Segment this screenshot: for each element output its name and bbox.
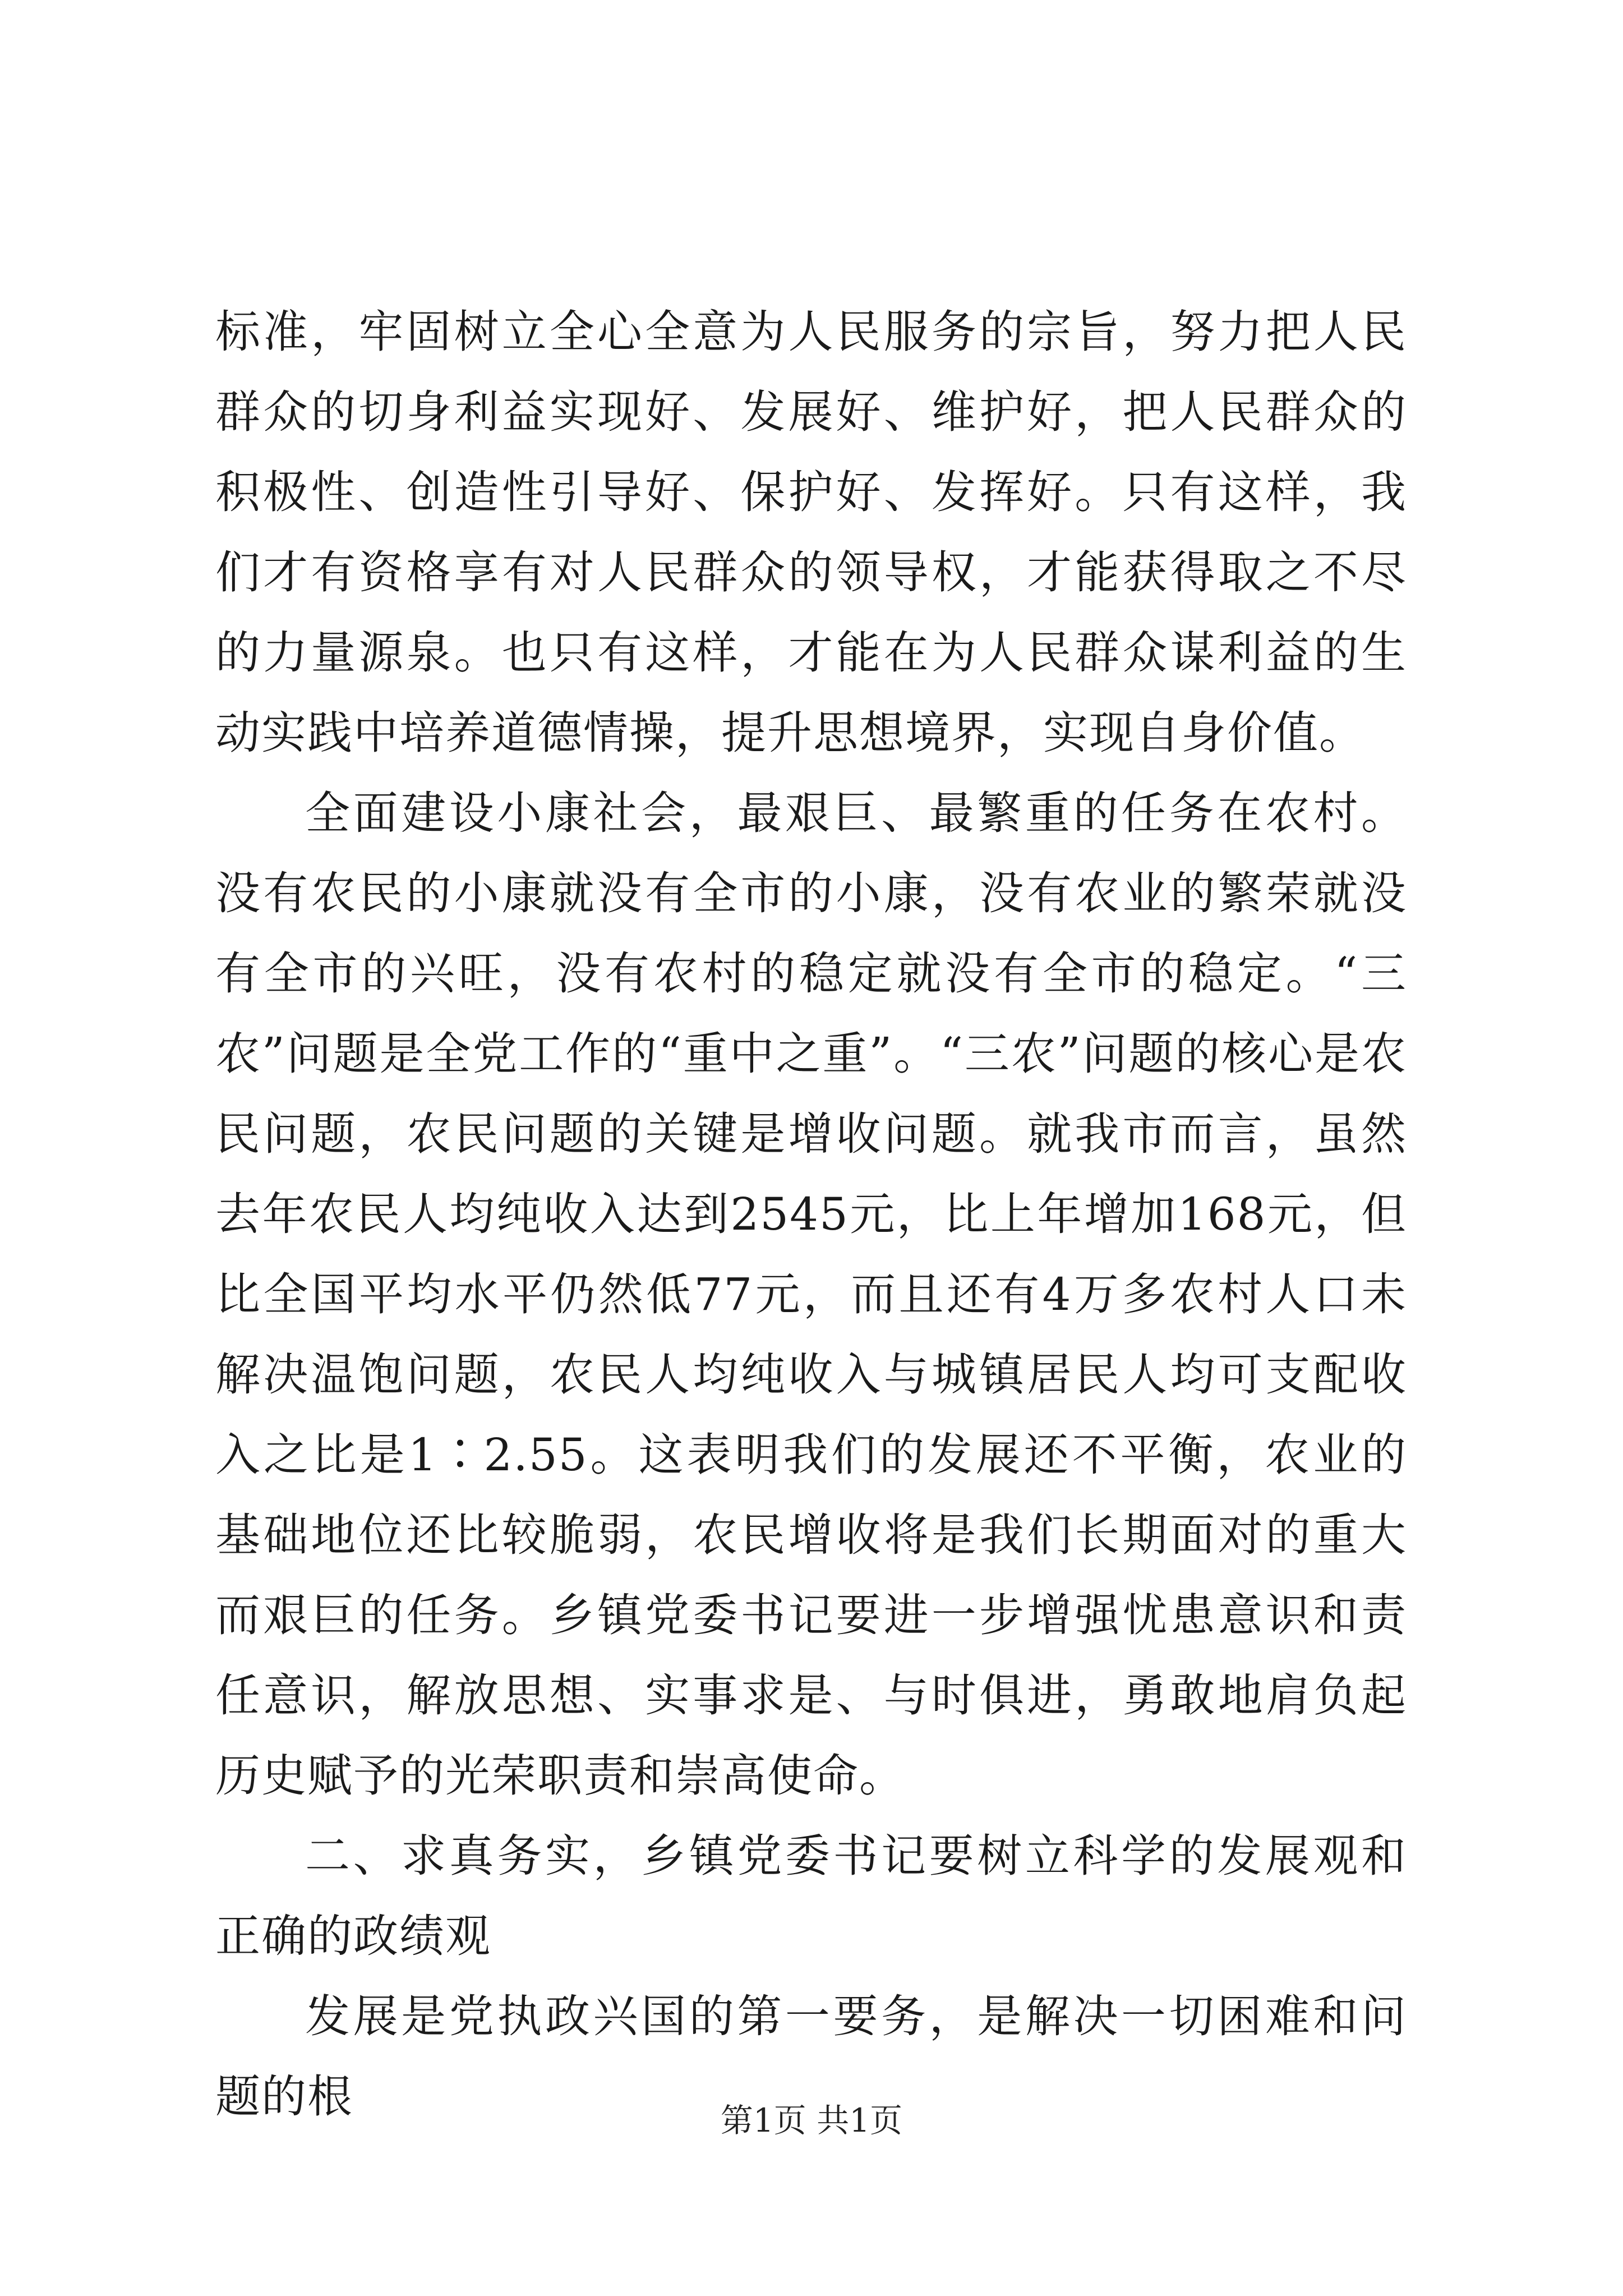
paragraph-2: 全面建设小康社会，最艰巨、最繁重的任务在农村。没有农民的小康就没有全市的小康，没有农业的繁荣就没有全市的兴旺，没有农村的稳定就没有全市的稳定。“三农”问题是全党工作的“重中之重”。“三农”问题的核心是农民问题，农民问题的关键是增收问题。就我市而言，虽然去年农民人均纯收入达到2545元，比上年增加168元，但比全国平均水平仍然低77元，而且还有4万多农村人口未解决温饱问题，农民人均纯收入与城镇居民人均可支配收入之比是1∶2.55。这表明我们的发展还不平衡，农业的基础地位还比较脆弱，农民增收将是我们长期面对的重大而艰巨的任务。乡镇党委书记要进一步增强忧患意识和责任意识，解放思想、实事求是、与时俱进，勇敢地肩负起历史赋予的光荣职责和崇高使命。 bbox=[215, 787, 1407, 1802]
section-heading: 二、求真务实，乡镇党委书记要树立科学的发展观和正确的政绩观 bbox=[215, 1830, 1407, 1962]
paragraph-3: 发展是党执政兴国的第一要务，是解决一切困难和问题的根 bbox=[215, 1990, 1407, 2123]
paragraph-1: 标准，牢固树立全心全意为人民服务的宗旨，努力把人民群众的切身利益实现好、发展好、维护好，把人民群众的积极性、创造性引导好、保护好、发挥好。只有这样，我们才有资格享有对人民群众的领导权，才能获得取之不尽的力量源泉。也只有这样，才能在为人民群众谋利益的生动实践中培养道德情操，提升思想境界，实现自身价值。 bbox=[215, 306, 1407, 759]
page-footer: 第1页 共1页 bbox=[720, 2101, 903, 2139]
document-body bbox=[215, 292, 1407, 2137]
